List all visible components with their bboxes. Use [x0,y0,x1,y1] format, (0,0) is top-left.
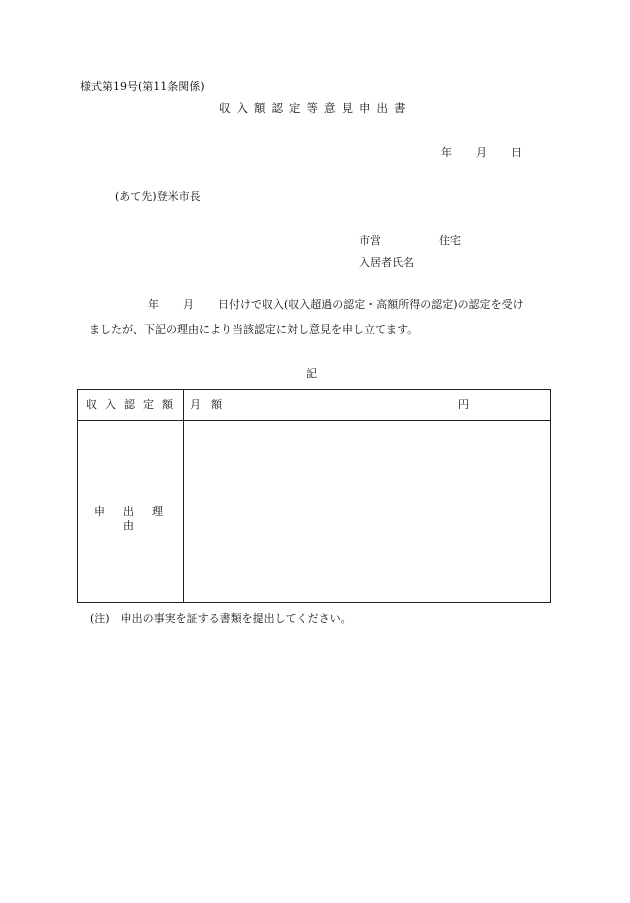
body-line-2: ましたが、下記の理由により当該認定に対し意見を申し立てます。 [89,323,419,336]
income-amount-label: 収入認定額 [86,398,181,411]
applicant-name-label: 入居者氏名 [359,256,414,269]
date-year: 年 [441,146,452,159]
monthly-amount-label: 月額 [190,398,232,411]
date-day: 日 [511,146,522,159]
body-month: 月 [183,298,194,311]
applicant-housing [359,234,461,248]
housing-suffix: 住宅 [439,234,461,247]
document-title: 収入額認定等意見申出書 [219,101,412,115]
reason-field[interactable] [184,421,550,602]
body-year: 年 [148,298,159,311]
yen-unit: 円 [458,398,469,411]
housing-label: 市営 [359,234,381,247]
form-number: 様式第19号(第11条関係) [80,80,205,93]
date-line [441,146,522,160]
body-line-1 [148,298,524,312]
ki-heading: 記 [306,367,317,380]
date-month: 月 [476,146,487,159]
addressee: (あて先)登米市長 [115,190,201,203]
reason-label: 申出理由 [94,505,181,532]
form-table [77,389,551,603]
body-line-1-text: 日付けで収入(収入超過の認定・高額所得の認定)の認定を受け [218,298,524,311]
note: (注) 申出の事実を証する書類を提出してください。 [90,612,352,625]
